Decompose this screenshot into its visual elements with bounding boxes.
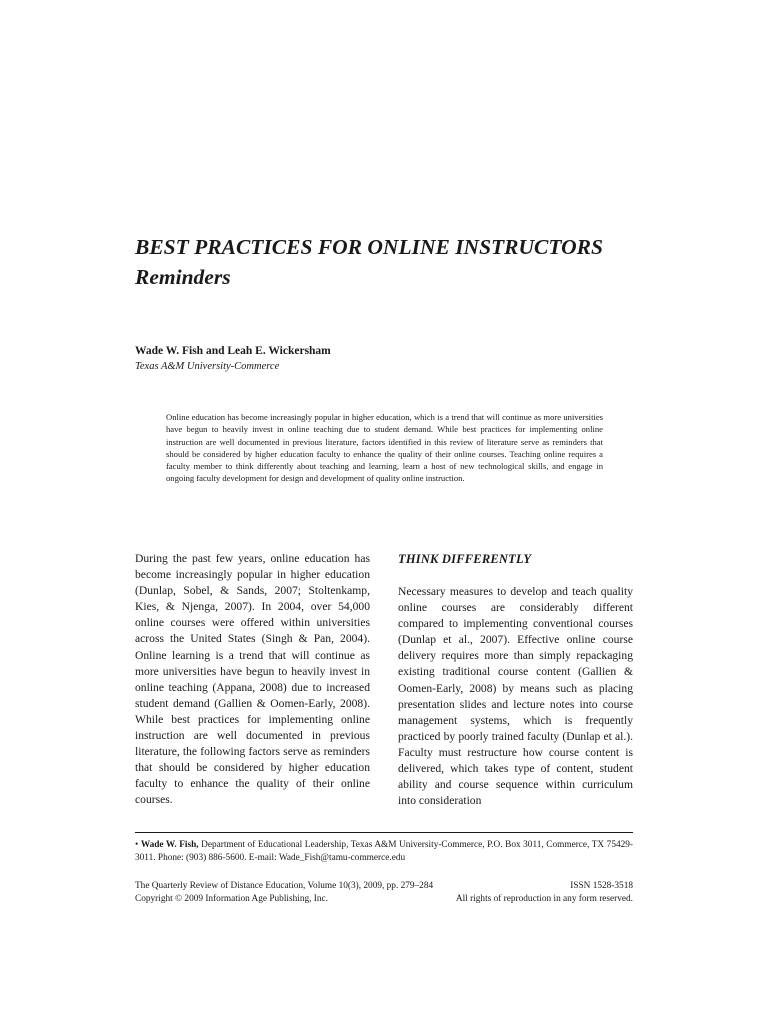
journal-footer <box>135 880 633 906</box>
journal-issn: ISSN 1528-3518 <box>570 881 633 891</box>
section-paragraph: Necessary measures to develop and teach quality online courses are considerably different compared to implementing conventional courses (Dunlap et al., 2007). Effective online course delivery requires more than simply repackaging existing traditional course content (Gallien & Oomen-Early, 2008) by means such as placing presentation slides and lecture notes into course management systems, which is frequently practiced by poorly trained faculty (Dunlap et al.). Faculty must restructure how course content is delivered, which takes type of content, student ability and course sequence within curriculum into consideration <box>398 585 633 808</box>
journal-footer-row-2 <box>135 893 633 906</box>
section-heading-think-differently: THINK DIFFERENTLY <box>398 552 532 566</box>
footnote-divider <box>135 832 633 833</box>
article-title <box>135 232 655 292</box>
title-main: BEST PRACTICES FOR ONLINE INSTRUCTORS <box>135 235 603 259</box>
journal-footer-row-1 <box>135 880 633 893</box>
intro-paragraph: During the past few years, online education has become increasingly popular in higher education (Dunlap, Sobel, & Sands, 2007; Stoltenkamp, Kies, & Njenga, 2007). In 2004, over 54,000 online courses were offered within universities across the United States (Singh & Pan, 2004). Online learning is a trend that will continue as more universities have begun to heavily invest in online teaching (Appana, 2008) due to increased student demand (Gallien & Oomen-Early, 2008). While best practices for implementing online instruction are well documented in previous literature, the following factors serve as reminders that should be considered by higher education faculty to enhance the quality of their online courses. <box>135 552 370 807</box>
journal-citation: The Quarterly Review of Distance Education, Volume 10(3), 2009, pp. 279–284 <box>135 881 434 891</box>
title-subtitle: Reminders <box>135 265 231 289</box>
journal-rights: All rights of reproduction in any form reserved. <box>455 893 633 904</box>
footnote-bullet: • <box>135 840 139 850</box>
journal-copyright: Copyright © 2009 Information Age Publishing, Inc. <box>135 893 328 904</box>
author-names: Wade W. Fish and Leah E. Wickersham <box>135 345 331 357</box>
footnote-author-name: Wade W. Fish, <box>140 840 199 850</box>
author-footnote <box>135 839 633 866</box>
abstract: Online education has become increasingly popular in higher education, which is a trend that will continue as more universities have begun to heavily invest in online teaching due to student demand. While best practices for implementing online instruction are well documented in previous literature, factors identified in this review of literature serve as reminders that should be considered by higher education faculty to enhance the quality of their online courses. Teaching online requires a faculty member to think differently about teaching and learning, learn a host of new technological skills, and engage in ongoing faculty development for design and development of quality online instruction. <box>166 412 603 484</box>
author-affiliation: Texas A&M University-Commerce <box>135 361 280 372</box>
footnote-text: Department of Educational Leadership, Texas A&M University-Commerce, P.O. Box 3011, Commerce, TX 75429-3011. Phone: (903) 886-5600. E-mail: Wade_Fish@tamu-commerce.edu <box>135 840 634 864</box>
